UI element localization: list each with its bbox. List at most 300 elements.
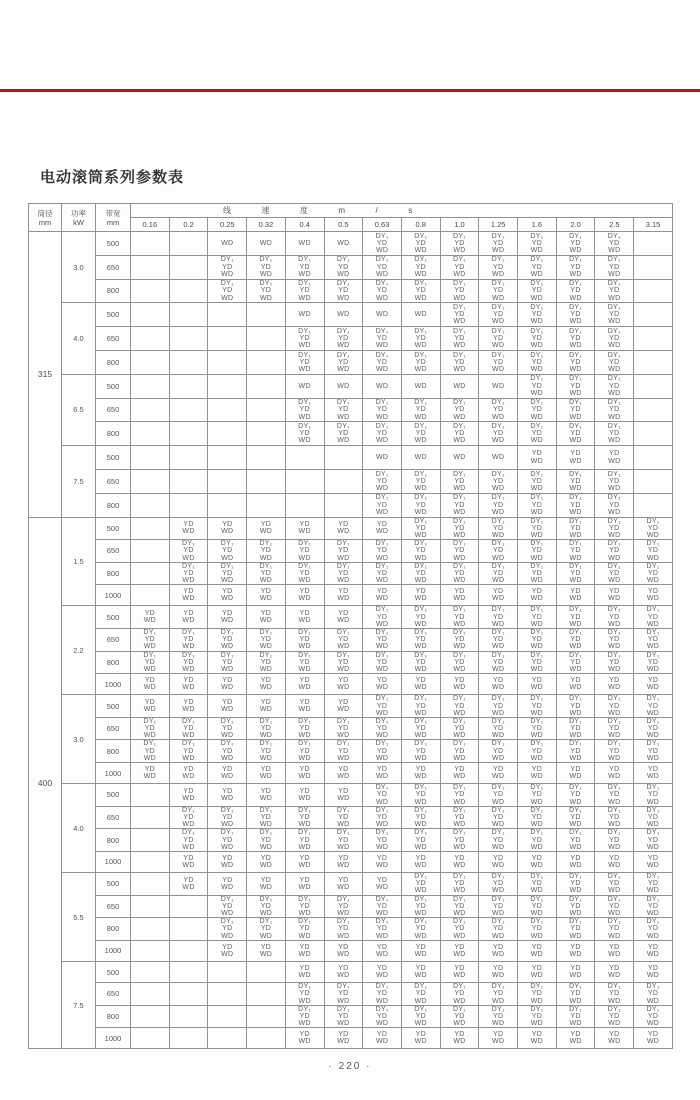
type-code: YD (609, 334, 620, 342)
type-code: DY₁ (569, 895, 583, 903)
type-code: YD (415, 636, 426, 644)
speed-cell (401, 983, 440, 1006)
type-code: DY₁ (607, 629, 621, 636)
type-code: YD (531, 702, 543, 710)
type-code: WD (530, 643, 544, 651)
type-code: WD (492, 843, 505, 851)
type-code: YD (415, 334, 426, 342)
speed-cell (518, 1005, 557, 1028)
speed-cell (324, 255, 363, 279)
type-code: YD (376, 725, 388, 733)
speed-cell (169, 784, 208, 807)
type-code: YD (609, 450, 620, 458)
speed-cell (324, 606, 363, 629)
type-code: YD (338, 990, 349, 998)
type-code: WD (453, 887, 466, 895)
type-code: YD (415, 588, 426, 596)
type-code: YD (299, 677, 310, 685)
type-code: DY₁ (491, 717, 505, 725)
type-code: DY₁ (452, 351, 466, 359)
type-code: WD (530, 1038, 544, 1046)
type-code: YD (415, 613, 426, 621)
speed-cell (518, 784, 557, 807)
type-code: DY₁ (298, 983, 312, 991)
speed-cell (247, 873, 286, 896)
type-code: YD (570, 747, 581, 755)
type-code: WD (492, 950, 505, 958)
type-code: DY₁ (569, 606, 583, 614)
type-code: YD (376, 836, 388, 844)
type-code: WD (143, 754, 156, 762)
type-code: WD (530, 861, 544, 869)
type-code: WD (221, 754, 234, 762)
type-code: WD (530, 843, 544, 851)
type-code: WD (375, 665, 389, 673)
type-code: YD (338, 836, 349, 844)
type-code: YD (493, 791, 504, 799)
type-code: WD (530, 508, 544, 516)
speed-cell (595, 961, 634, 982)
speed-axis-part: 速 (261, 205, 270, 215)
speed-cell (324, 674, 363, 695)
type-code: YD (183, 725, 194, 733)
type-code: DY₁ (182, 629, 196, 636)
speed-cell (518, 327, 557, 351)
power-cell: 3.0 (62, 695, 96, 784)
type-code: DY₁ (414, 695, 428, 703)
belt-width-cell: 500 (96, 232, 131, 256)
type-code: DY₁ (336, 399, 350, 407)
type-code: DY₁ (220, 717, 234, 725)
speed-cell (556, 961, 595, 982)
type-code: DY₁ (298, 740, 312, 748)
type-code: YD (454, 925, 465, 933)
type-code: YD (454, 524, 465, 532)
speed-col-header: 2.0 (556, 218, 595, 232)
type-code: YD (144, 658, 156, 666)
type-code: WD (608, 709, 621, 717)
type-code: WD (492, 484, 505, 492)
speed-cell (479, 562, 518, 585)
speed-cell (401, 740, 440, 763)
type-code: WD (414, 732, 427, 740)
speed-cell-empty (131, 918, 170, 941)
type-code: DY₁ (646, 829, 660, 837)
speed-cell (324, 1005, 363, 1028)
type-code: WD (492, 294, 505, 302)
belt-width-cell: 500 (96, 446, 131, 470)
speed-cell (208, 895, 247, 918)
type-code: YD (454, 658, 465, 666)
speed-cell (363, 374, 402, 398)
type-code: WD (414, 1038, 427, 1046)
type-code: WD (608, 843, 621, 851)
type-code: YD (609, 636, 620, 644)
type-code: DY₁ (336, 562, 350, 570)
type-code: DY₁ (530, 873, 544, 881)
type-code: DY₁ (298, 829, 312, 837)
type-code: WD (414, 798, 427, 806)
table-row (29, 763, 673, 784)
type-code: DY₁ (491, 606, 505, 614)
type-code: DY₁ (491, 983, 505, 991)
speed-cell (285, 940, 324, 961)
type-code: YD (609, 287, 620, 295)
speed-cell (285, 1028, 324, 1049)
speed-cell-empty (247, 1028, 286, 1049)
power-cell: 4.0 (62, 784, 96, 873)
speed-cell (363, 255, 402, 279)
speed-cell (440, 717, 479, 740)
speed-cell (401, 895, 440, 918)
type-code: WD (298, 972, 311, 980)
speed-cell-empty (131, 585, 170, 606)
type-code: WD (608, 270, 621, 278)
type-code: DY₁ (452, 422, 466, 430)
type-code: YD (454, 1012, 465, 1020)
type-code: YD (531, 902, 543, 910)
type-code: YD (222, 610, 233, 618)
type-code: WD (375, 732, 389, 740)
type-code: WD (298, 528, 311, 536)
table-row (29, 784, 673, 807)
speed-cell (518, 446, 557, 470)
type-code: WD (298, 932, 311, 940)
speed-cell (518, 585, 557, 606)
type-code: WD (530, 798, 544, 806)
speed-cell (131, 740, 170, 763)
type-code: WD (569, 709, 582, 717)
type-code: YD (454, 902, 465, 910)
speed-cell (634, 961, 673, 982)
type-code: WD (608, 861, 621, 869)
speed-cell-empty (169, 422, 208, 446)
speed-cell-empty (247, 983, 286, 1006)
speed-cell (285, 918, 324, 941)
speed-cell-empty (634, 255, 673, 279)
type-code: WD (414, 365, 427, 373)
power-cell: 4.0 (62, 303, 96, 374)
type-code: WD (143, 706, 156, 714)
type-code: DY₁ (530, 784, 544, 792)
speed-cell-empty (247, 493, 286, 517)
speed-cell (247, 517, 286, 540)
type-code: YD (531, 569, 543, 577)
type-code: YD (493, 239, 504, 247)
table-row (29, 469, 673, 493)
type-code: YD (376, 943, 388, 951)
type-code: WD (298, 754, 311, 762)
type-code: DY₁ (569, 784, 583, 792)
speed-cell (363, 327, 402, 351)
type-code: DY₁ (259, 651, 273, 659)
type-code: YD (609, 902, 620, 910)
type-code: YD (415, 725, 426, 733)
belt-width-cell: 800 (96, 918, 131, 941)
type-code: WD (414, 950, 427, 958)
speed-cell-empty (131, 232, 170, 256)
type-code: YD (454, 880, 465, 888)
type-code: YD (338, 430, 349, 438)
type-code: DY₁ (530, 1005, 544, 1013)
type-code: WD (298, 294, 311, 302)
speed-cell (595, 517, 634, 540)
type-code: DY₁ (375, 280, 389, 288)
type-code: WD (453, 932, 466, 940)
speed-cell (285, 629, 324, 652)
type-code: DY₁ (298, 280, 312, 288)
speed-cell (247, 918, 286, 941)
speed-cell (595, 695, 634, 718)
type-code: YD (570, 725, 581, 733)
belt-width-cell: 800 (96, 829, 131, 852)
type-code: WD (453, 709, 466, 717)
type-code: DY₁ (452, 629, 466, 636)
type-code: WD (453, 595, 466, 603)
speed-cell-empty (169, 469, 208, 493)
speed-cell-empty (247, 1005, 286, 1028)
speed-cell (363, 1005, 402, 1028)
type-code: YD (299, 854, 310, 862)
type-code: YD (338, 1031, 349, 1039)
type-code: DY₁ (220, 918, 234, 926)
type-code: YD (454, 287, 465, 295)
type-code: WD (337, 413, 350, 421)
type-code: YD (493, 677, 504, 685)
speed-cell (440, 695, 479, 718)
type-code: DY₁ (491, 784, 505, 792)
type-code: WD (337, 239, 350, 247)
type-code: YD (609, 613, 620, 621)
speed-cell (440, 374, 479, 398)
type-code: DY₁ (452, 280, 466, 288)
speed-cell-empty (634, 279, 673, 303)
type-code: YD (222, 725, 233, 733)
type-code: WD (414, 843, 427, 851)
type-code: WD (337, 1020, 350, 1028)
belt-width-cell: 650 (96, 806, 131, 829)
type-code: WD (492, 754, 505, 762)
type-code: DY₁ (569, 399, 583, 407)
speed-cell (440, 585, 479, 606)
type-code: WD (530, 457, 544, 465)
type-code: WD (569, 997, 582, 1005)
speed-cell (285, 374, 324, 398)
type-code: DY₁ (646, 918, 660, 926)
type-code: WD (492, 665, 505, 673)
type-code: WD (608, 457, 621, 465)
speed-cell (595, 740, 634, 763)
speed-cell (479, 740, 518, 763)
type-code: DY₁ (646, 895, 660, 903)
table-row (29, 350, 673, 374)
type-code: YD (299, 925, 310, 933)
type-code: YD (338, 698, 349, 706)
type-code: DY₁ (452, 494, 466, 502)
type-code: WD (530, 950, 544, 958)
type-code: DY₁ (259, 256, 273, 264)
speed-cell (440, 629, 479, 652)
type-code: YD (415, 836, 426, 844)
type-code: WD (453, 684, 466, 692)
speed-cell-empty (634, 469, 673, 493)
type-code: YD (260, 263, 272, 271)
type-code: YD (531, 1012, 543, 1020)
speed-cell (556, 606, 595, 629)
type-code: DY₁ (375, 399, 389, 407)
type-code: YD (299, 521, 310, 529)
speed-cell (518, 1028, 557, 1049)
speed-cell (556, 517, 595, 540)
type-code: WD (492, 709, 505, 717)
type-code: DY₁ (336, 280, 350, 288)
type-code: WD (646, 798, 660, 806)
speed-cell (363, 540, 402, 563)
type-code: YD (531, 925, 543, 933)
speed-cell (363, 674, 402, 695)
type-code: YD (647, 613, 659, 621)
type-code: YD (493, 501, 504, 509)
speed-cell (401, 629, 440, 652)
type-code: WD (221, 773, 234, 781)
type-code: DY₁ (220, 806, 234, 814)
type-code: YD (183, 610, 194, 618)
speed-cell (285, 740, 324, 763)
speed-cell (324, 651, 363, 674)
type-code: WD (259, 270, 273, 278)
type-code: WD (530, 365, 544, 373)
type-code: DY₁ (452, 895, 466, 903)
speed-cell (556, 279, 595, 303)
type-code: YD (609, 382, 620, 390)
type-code: DY₁ (220, 256, 234, 264)
type-code: DY₁ (569, 651, 583, 659)
speed-cell (595, 422, 634, 446)
speed-cell (634, 829, 673, 852)
table-row (29, 446, 673, 470)
belt-width-cell: 1000 (96, 1028, 131, 1049)
type-code: YD (570, 964, 581, 972)
type-code: YD (454, 964, 465, 972)
type-code: YD (338, 636, 349, 644)
speed-cell (285, 279, 324, 303)
type-code: YD (415, 1031, 426, 1039)
type-code: DY₁ (298, 895, 312, 903)
type-code: YD (493, 334, 504, 342)
speed-cell (479, 350, 518, 374)
type-code: WD (298, 997, 311, 1005)
speed-col-header: 0.4 (285, 218, 324, 232)
type-code: DY₁ (220, 651, 234, 659)
speed-cell (324, 983, 363, 1006)
type-code: WD (298, 773, 311, 781)
type-code: WD (530, 997, 544, 1005)
type-code: DY₁ (607, 327, 621, 335)
speed-cell-empty (131, 562, 170, 585)
speed-cell (131, 606, 170, 629)
speed-cell (595, 674, 634, 695)
type-code: YD (144, 698, 156, 706)
speed-cell (440, 851, 479, 872)
speed-cell (324, 517, 363, 540)
speed-cell (634, 940, 673, 961)
type-code: WD (221, 595, 234, 603)
speed-cell (518, 873, 557, 896)
type-code: WD (530, 665, 544, 673)
type-code: DY₁ (414, 494, 428, 502)
belt-width-cell: 1000 (96, 940, 131, 961)
type-code: YD (493, 430, 504, 438)
type-code: YD (609, 524, 620, 532)
speed-cell (595, 873, 634, 896)
table-row (29, 279, 673, 303)
type-code: WD (298, 861, 311, 869)
type-code: DY₁ (259, 540, 273, 548)
type-code: WD (337, 437, 350, 445)
type-code: WD (414, 972, 427, 980)
type-code: WD (221, 821, 234, 829)
type-code: DY₁ (414, 517, 428, 525)
type-code: YD (493, 943, 504, 951)
type-code: YD (454, 725, 465, 733)
type-code: WD (414, 577, 427, 585)
type-code: WD (414, 311, 427, 319)
speed-cell (634, 1005, 673, 1028)
type-code: WD (298, 794, 311, 802)
type-code: WD (646, 887, 660, 895)
speed-cell-empty (208, 961, 247, 982)
type-code: YD (183, 876, 194, 884)
type-code: DY₁ (607, 517, 621, 525)
type-code: DY₁ (491, 304, 505, 311)
type-code: YD (493, 990, 504, 998)
type-code: WD (569, 887, 582, 895)
type-code: DY₁ (414, 256, 428, 264)
speed-cell (479, 374, 518, 398)
speed-cell-empty (634, 398, 673, 422)
type-code: YD (415, 263, 426, 271)
type-code: WD (298, 1020, 311, 1028)
type-code: WD (182, 773, 195, 781)
speed-cell (324, 740, 363, 763)
speed-cell (169, 629, 208, 652)
type-code: WD (298, 413, 311, 421)
type-code: DY₁ (182, 540, 196, 548)
type-code: YD (299, 636, 310, 644)
type-code: YD (338, 287, 349, 295)
speed-cell (285, 806, 324, 829)
speed-cell (440, 940, 479, 961)
speed-col-header: 2.5 (595, 218, 634, 232)
type-code: YD (647, 813, 659, 821)
type-code: DY₁ (607, 540, 621, 548)
type-code: YD (609, 791, 620, 799)
belt-width-cell: 650 (96, 717, 131, 740)
type-code: YD (454, 702, 465, 710)
speed-cell (285, 540, 324, 563)
speed-cell (169, 695, 208, 718)
type-code: DY₁ (530, 651, 544, 659)
type-code: YD (531, 943, 543, 951)
type-code: WD (492, 997, 505, 1005)
speed-cell (595, 279, 634, 303)
type-code: WD (569, 389, 582, 397)
type-code: DY₁ (182, 562, 196, 570)
table-row (29, 493, 673, 517)
type-code: YD (531, 501, 543, 509)
type-code: DY₁ (569, 695, 583, 703)
type-code: WD (259, 643, 273, 651)
